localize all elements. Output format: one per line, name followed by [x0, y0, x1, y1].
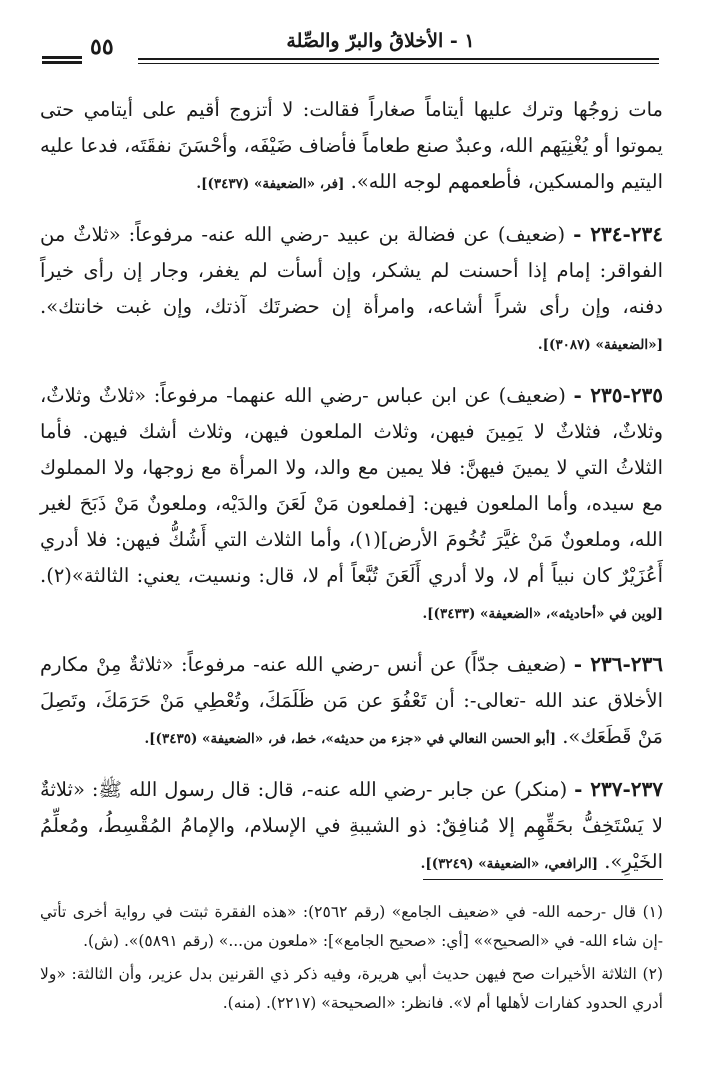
footnote-text: الثلاثة الأخيرات صح فيهن حديث أبي هريرة، وفيه ذكر ذي القرنين بدل عزير، وأن الثالثة: «ولا أدري الحدود كفارات لأهلها أم لا». فانظر: «الصحيحة» (٢٢١٧). (منه).: [40, 965, 663, 1012]
hadith-grade: (ضعيف جدّاً): [464, 653, 567, 676]
page-number: ٥٥: [90, 34, 114, 60]
footnote-mark: (٢): [642, 965, 663, 983]
source-reference: [الرافعي، «الضعيفة» (٣٢٤٩)].: [420, 856, 599, 872]
hadith-text: عن أنس -رضي الله عنه- مرفوعاً: «ثلاثةٌ مِنْ مكارم الأخلاق عند الله -تعالى-: أن تَعْفُوَ عن مَن ظَلَمَكَ، وتُعْطِي مَنْ حَرَمَكَ، وتَصِلَ مَنْ قَطَعَك».: [40, 653, 663, 748]
header-rule-2: [138, 63, 659, 64]
source-reference: [أبو الحسن النعالي في «جزء من حديثه»، خط، فر، «الضعيفة» (٣٤٣٥)].: [144, 731, 557, 747]
header-rule: [138, 58, 659, 60]
hadith-237: [40, 771, 663, 882]
hadith-number: ٢٣٥-٢٣٥ -: [573, 383, 663, 407]
hadith-text: عن فضالة بن عبيد -رضي الله عنه- مرفوعاً: «ثلاثٌ من الفواقر: إمام إذا أحسنت لم يشكر، وإن أسأت لم يغفر، وجار إن رأى خيراً دفنه، وإن رأى شراً أشاعه، وامرأة إن حضرتَك آذتك، وإن غبت خانتك».: [40, 223, 663, 318]
hadith-235: [40, 377, 663, 632]
hadith-grade: (ضعيف): [497, 223, 566, 246]
hadith-grade: (ضعيف): [498, 384, 566, 407]
header-rule-left: [42, 56, 82, 59]
source-reference: [لوين في «أحاديثه»، «الضعيفة» (٣٤٣٣)].: [422, 606, 663, 622]
body-text: [40, 92, 663, 896]
source-reference: [فر، «الضعيفة» (٣٤٣٧)].: [196, 176, 345, 192]
footnote-text: قال -رحمه الله- في «ضعيف الجامع» (رقم ٢٥٦٢): «هذه الفقرة ثبتت في رواية أخرى تأتي -إن شاء الله- في «الصحيح»» [أي: «صحيح الجامع»]: «ملعون من...» (رقم ٥٨٩١)». (ش).: [40, 903, 663, 950]
paragraph-text: مات زوجُها وترك عليها أيتاماً صغاراً فقالت: لا أتزوج أقيم على أيتامي حتى يموتوا أو يُغْنِيَهم الله، وعبدٌ صنع طعاماً فأضاف ضَيْفَه، وأحْسَنَ نفقَتَه، فدعا عليه اليتيم والمسكين، فأطعمهم لوجه الله».: [40, 98, 663, 193]
hadith-number: ٢٣٤-٢٣٤ -: [573, 222, 664, 246]
hadith-grade: (منكر): [514, 778, 568, 801]
hadith-text: عن جابر -رضي الله عنه-، قال: قال رسول الله ﷺ: «ثلاثةٌ لا يَسْتَخِفُّ بحَقِّهِم إلا مُنافِقٌ: ذو الشيبةِ في الإسلام، والإمامُ المُقْسِطُ، ومُعلِّمُ الخَيْرِ».: [40, 778, 663, 873]
hadith-236: [40, 646, 663, 757]
hadith-number: ٢٣٦-٢٣٦ -: [573, 652, 664, 676]
footnote-separator: [423, 879, 663, 880]
footnote-1: [40, 898, 663, 956]
footnote-2: [40, 960, 663, 1018]
footnote-mark: (١): [642, 903, 664, 921]
hadith-234: [40, 216, 663, 363]
paragraph-continuation: [40, 92, 663, 202]
chapter-title: ١ - الأخلاقُ والبرّ والصِّلة: [286, 30, 475, 52]
page-header: [42, 30, 659, 70]
hadith-number: ٢٣٧-٢٣٧ -: [574, 777, 663, 801]
footnotes: [40, 898, 663, 1022]
hadith-text: عن ابن عباس -رضي الله عنهما- مرفوعاً: «ثلاثٌ وثلاثٌ، وثلاثٌ، فثلاثٌ لا يَمِينَ فيهن، وثلاث الملعون فيهن، وثلاث أشك فيهن. فأما الثلاثُ التي لا يمينَ فيهنَّ: فلا يمين مع والد، ولا المرأة مع زوجها، ولا المملوك مع سيده، وأما الملعون فيهن: [فملعون مَنْ لَعَنَ والدَيْه، وملعونٌ مَنْ ذَبَحَ لغير الله، وملعونٌ مَنْ غيَّرَ تُخُومَ الأرض](١)، وأما الثلاث التي أَشُكُّ فيهن: فلا أدري أَعُزَيْرٌ كان نبياً أم لا، ولا أدري أَلَعَنَ تُبَّعاً أم لا، قال: ونسيت، يعني: الثالثة»(٢).: [40, 384, 664, 587]
header-rule-left-2: [42, 61, 82, 64]
source-reference: [«الضعيفة» (٣٠٨٧)].: [537, 337, 663, 353]
